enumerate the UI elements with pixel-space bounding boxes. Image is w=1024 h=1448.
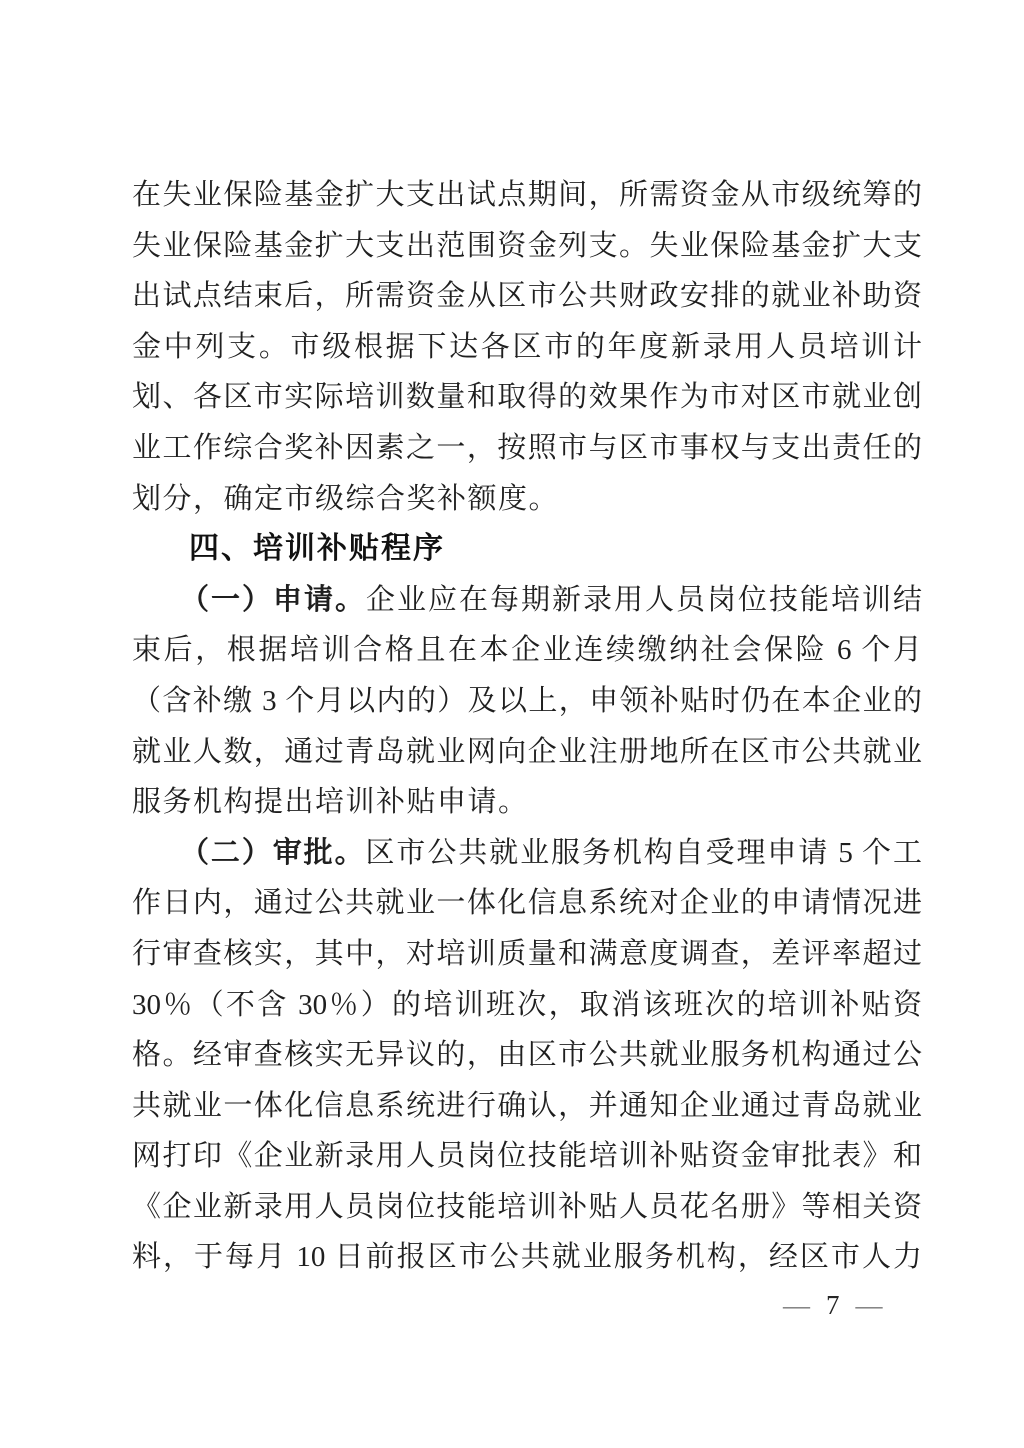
text-line [132, 372, 922, 423]
text-segment: 作日内，通过公共就业一体化信息系统对企业的申请情况进 [132, 887, 922, 920]
text-line [132, 170, 922, 221]
text-segment: 格。经审查核实无异议的，由区市公共就业服务机构通过公 [132, 1039, 922, 1072]
text-segment: 就业人数，通过青岛就业网向企业注册地所在区市公共就业 [132, 735, 922, 768]
text-line [132, 474, 922, 525]
text-segment: 划、各区市实际培训数量和取得的效果作为市对区市就业创 [132, 381, 922, 414]
bold-text-segment: （一）申请。 [180, 583, 366, 616]
bold-text-segment: （二）审批。 [180, 836, 366, 869]
text-segment: 30％（不含 30％）的培训班次，取消该班次的培训补贴资 [132, 988, 922, 1021]
text-line [132, 676, 922, 727]
page-number-dash-left: — [783, 1290, 810, 1320]
page-number: 7 [826, 1290, 840, 1320]
document-text [132, 170, 922, 1283]
text-segment: （含补缴 3 个月以内的）及以上，申领补贴时仍在本企业的 [132, 684, 922, 717]
text-segment: 区市公共就业服务机构自受理申请 5 个工 [365, 836, 922, 869]
text-line [132, 625, 922, 676]
text-segment: 料，于每月 10 日前报区市公共就业服务机构，经区市人力 [132, 1241, 922, 1274]
text-segment: 《企业新录用人员岗位技能培训补贴人员花名册》等相关资 [132, 1190, 922, 1223]
section-heading [132, 524, 922, 575]
text-segment: 共就业一体化信息系统进行确认，并通知企业通过青岛就业 [132, 1089, 922, 1122]
bold-text-segment: 四、培训补贴程序 [189, 532, 445, 566]
text-line [132, 878, 922, 929]
text-segment: 网打印《企业新录用人员岗位技能培训补贴资金审批表》和 [132, 1140, 922, 1173]
text-line [132, 221, 922, 272]
text-segment: 划分，确定市级综合奖补额度。 [132, 482, 560, 515]
text-line [132, 727, 922, 778]
page-number-dash-right: — [855, 1290, 883, 1320]
text-line [132, 423, 922, 474]
text-line [132, 322, 922, 373]
text-segment: 金中列支。市级根据下达各区市的年度新录用人员培训计 [132, 330, 922, 363]
text-segment: 服务机构提出培训补贴申请。 [132, 786, 529, 819]
page-footer [783, 1290, 883, 1320]
text-line [132, 575, 922, 626]
text-segment: 出试点结束后，所需资金从区市公共财政安排的就业补助资 [132, 280, 922, 313]
text-line [132, 828, 922, 879]
text-segment: 行审查核实，其中，对培训质量和满意度调查，差评率超过 [132, 937, 922, 970]
text-line [132, 980, 922, 1031]
text-line [132, 271, 922, 322]
text-line [132, 1182, 922, 1233]
text-segment: 业工作综合奖补因素之一，按照市与区市事权与支出责任的 [132, 431, 922, 464]
text-line [132, 929, 922, 980]
text-segment: 失业保险基金扩大支出范围资金列支。失业保险基金扩大支 [132, 229, 922, 262]
text-line [132, 1030, 922, 1081]
text-segment: 束后，根据培训合格且在本企业连续缴纳社会保险 6 个月 [132, 634, 922, 667]
text-line [132, 777, 922, 828]
text-segment: 在失业保险基金扩大支出试点期间，所需资金从市级统筹的 [132, 179, 922, 211]
text-line [132, 1081, 922, 1132]
text-segment: 企业应在每期新录用人员岗位技能培训结 [366, 583, 922, 616]
text-line [132, 1232, 922, 1283]
text-line [132, 1131, 922, 1182]
